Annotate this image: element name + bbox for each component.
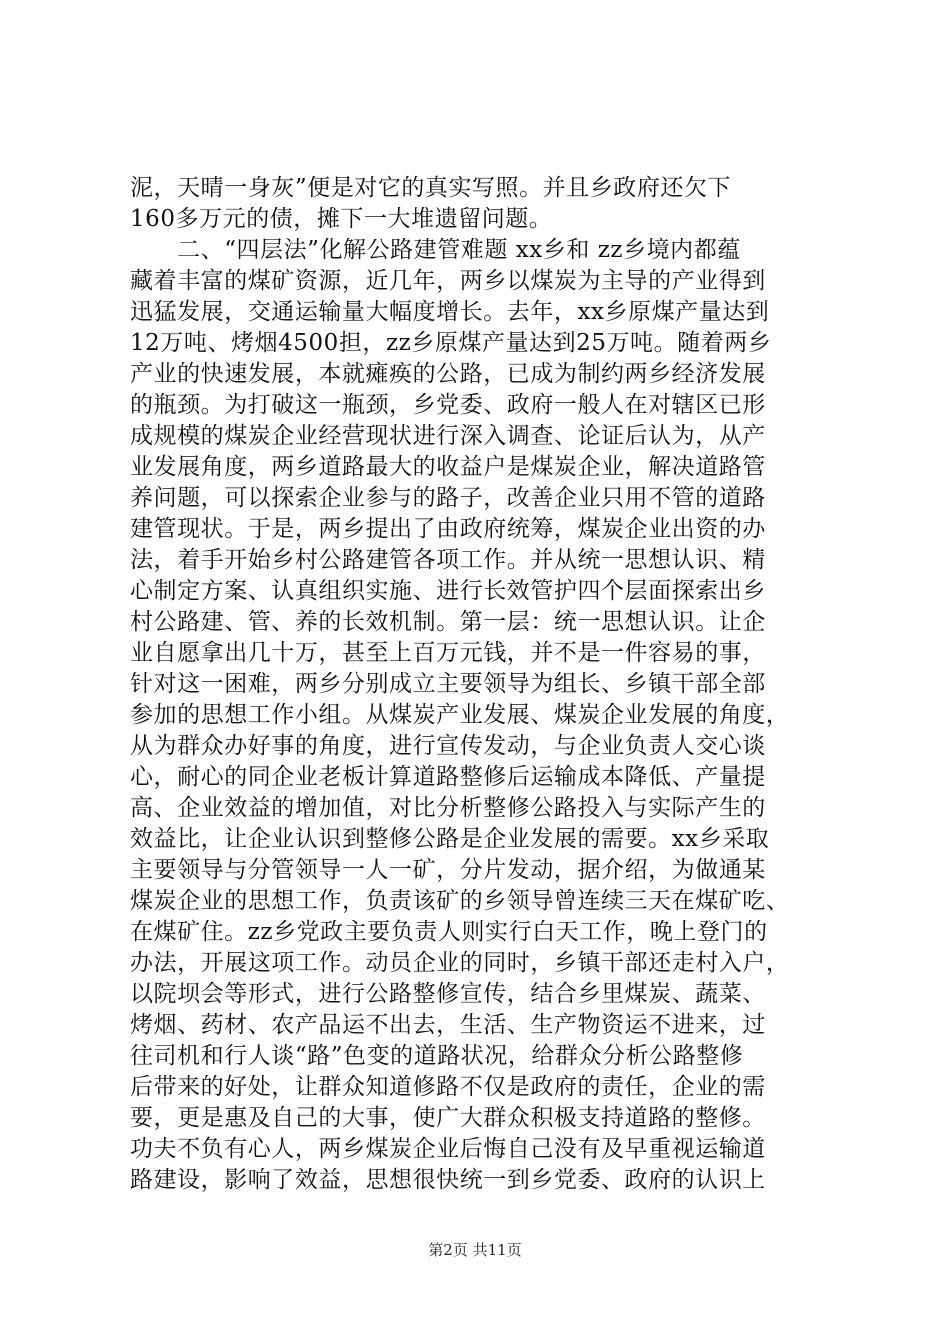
text-line: 心制定方案、认真组织实施、进行长效管护四个层面探索出乡 [130, 578, 766, 604]
text-line: 养问题，可以探索企业参与的路子，改善企业只用不管的道路 [130, 485, 766, 511]
text-line: 建管现状。于是，两乡提出了由政府统筹，煤炭企业出资的办 [130, 516, 766, 542]
text-line: 产业的快速发展，本就瘫痪的公路，已成为制约两乡经济发展 [130, 361, 766, 387]
text-line: 主要领导与分管领导一人一矿，分片发动，据介绍，为做通某 [130, 857, 766, 883]
text-line: 办法，开展这项工作。动员企业的同时，乡镇干部还走村入户， [130, 950, 790, 976]
text-line: 以院坝会等形式，进行公路整修宣传，结合乡里煤炭、蔬菜、 [130, 981, 766, 1007]
text-line: 法，着手开始乡村公路建管各项工作。并从统一思想认识、精 [130, 547, 766, 573]
text-line: 迅猛发展，交通运输量大幅度增长。去年，xx乡原煤产量达到 [130, 299, 770, 325]
text-line: 成规模的煤炭企业经营现状进行深入调查、论证后认为，从产 [130, 423, 766, 449]
text-line: 煤炭企业的思想工作，负责该矿的乡领导曾连续三天在煤矿吃、 [130, 888, 790, 914]
text-line: 烤烟、药材、农产品运不出去，生活、生产物资运不进来，过 [130, 1012, 766, 1038]
text-line: 藏着丰富的煤矿资源，近几年，两乡以煤炭为主导的产业得到 [130, 268, 766, 294]
text-line: 二、“四层法”化解公路建管难题 xx乡和 zz乡境内都蕴 [130, 237, 741, 263]
text-line: 路建设，影响了效益，思想很快统一到乡党委、政府的认识上 [130, 1167, 766, 1193]
text-line: 在煤矿住。zz乡党政主要负责人则实行白天工作，晚上登门的 [130, 919, 768, 945]
text-line: 高、企业效益的增加值，对比分析整修公路投入与实际产生的 [130, 795, 766, 821]
text-line: 的瓶颈。为打破这一瓶颈，乡党委、政府一般人在对辖区已形 [130, 392, 766, 418]
text-line: 业自愿拿出几十万，甚至上百万元钱，并不是一件容易的事， [130, 640, 766, 666]
text-line: 村公路建、管、养的长效机制。第一层：统一思想认识。让企 [130, 609, 766, 635]
text-line: 往司机和行人谈“路”色变的道路状况，给群众分析公路整修 [130, 1043, 744, 1069]
text-line: 后带来的好处，让群众知道修路不仅是政府的责任，企业的需 [130, 1074, 766, 1100]
text-line: 160多万元的债，摊下一大堆遗留问题。 [130, 206, 553, 232]
page-number-footer: 第2页 共11页 [428, 1241, 522, 1259]
text-line: 业发展角度，两乡道路最大的收益户是煤炭企业，解决道路管 [130, 454, 766, 480]
text-line: 针对这一困难，两乡分别成立主要领导为组长、乡镇干部全部 [130, 671, 766, 697]
text-line: 12万吨、烤烟4500担，zz乡原煤产量达到25万吨。随着两乡 [130, 330, 772, 356]
text-line: 心，耐心的同企业老板计算道路整修后运输成本降低、产量提 [130, 764, 766, 790]
body-text [130, 173, 830, 1196]
text-line: 要，更是惠及自己的大事，使广大群众积极支持道路的整修。 [130, 1105, 766, 1131]
text-line: 效益比，让企业认识到整修公路是企业发展的需要。xx乡采取 [130, 826, 770, 852]
text-line: 从为群众办好事的角度，进行宣传发动，与企业负责人交心谈 [130, 733, 766, 759]
text-line: 参加的思想工作小组。从煤炭产业发展、煤炭企业发展的角度， [130, 702, 790, 728]
text-line: 泥，天晴一身灰”便是对它的真实写照。并且乡政府还欠下 [130, 175, 732, 201]
text-line: 功夫不负有心人，两乡煤炭企业后悔自己没有及早重视运输道 [130, 1136, 766, 1162]
